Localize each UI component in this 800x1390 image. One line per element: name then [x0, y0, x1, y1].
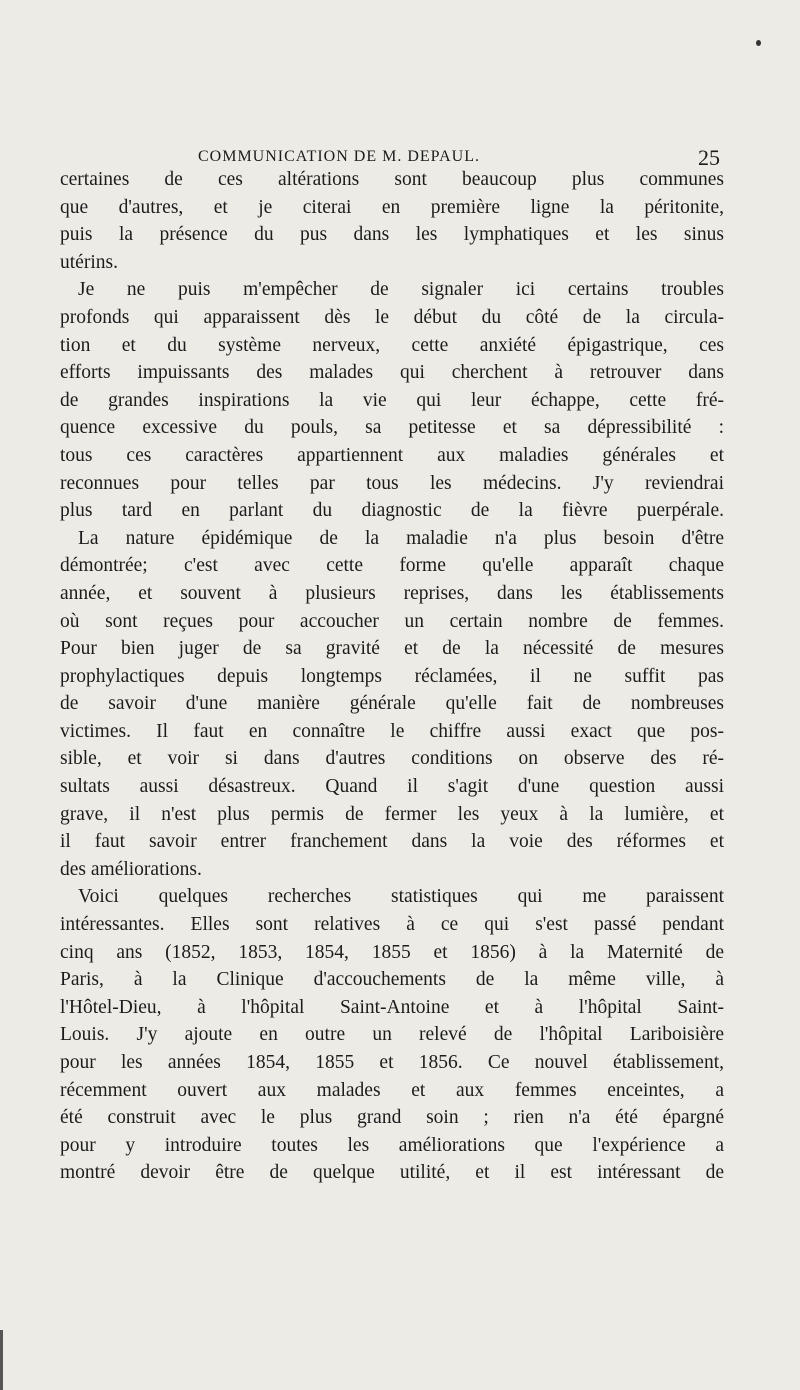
text-line: pour les années 1854, 1855 et 1856. Ce nouvel établissement,: [60, 1052, 724, 1073]
text-line: montré devoir être de quelque utilité, et il est intéressant de: [60, 1162, 724, 1184]
text-line: victimes. Il faut en connaître le chiffre aussi exact que pos-: [60, 720, 724, 742]
text-line: récemment ouvert aux malades et aux femmes enceintes, a: [60, 1079, 724, 1101]
text-line: prophylactiques depuis longtemps réclamées, il ne suffit pas: [60, 665, 724, 687]
text-line: reconnues pour telles par tous les médecins. J'y reviendrai: [60, 472, 724, 494]
text-line: des améliorations.: [60, 858, 202, 880]
text-line: Pour bien juger de sa gravité et de la nécessité de mesures: [60, 638, 724, 660]
text-line: tous ces caractères appartiennent aux maladies générales et: [60, 444, 724, 466]
text-line: été construit avec le plus grand soin ; rien n'a été épargné: [60, 1107, 724, 1129]
text-line: puis la présence du pus dans les lymphatiques et les sinus: [60, 224, 724, 246]
body-text: [60, 166, 724, 1187]
text-line: plus tard en parlant du diagnostic de la fièvre puerpérale.: [60, 500, 724, 522]
text-line: l'Hôtel-Dieu, à l'hôpital Saint-Antoine et à l'hôpital Saint-: [60, 996, 724, 1018]
text-line: démontrée; c'est avec cette forme qu'elle apparaît chaque: [60, 555, 724, 577]
text-line: année, et souvent à plusieurs reprises, dans les établissements: [60, 582, 724, 604]
text-line: quence excessive du pouls, sa petitesse et sa dépressibilité :: [60, 417, 724, 439]
page-number: 25: [698, 145, 720, 170]
text-line: pour y introduire toutes les améliorations que l'expérience a: [60, 1134, 724, 1156]
text-line: Paris, à la Clinique d'accouchements de la même ville, à: [60, 969, 724, 991]
text-line: de grandes inspirations la vie qui leur échappe, cette fré-: [60, 389, 724, 411]
text-line: La nature épidémique de la maladie n'a plus besoin d'être: [78, 527, 724, 549]
text-line: où sont reçues pour accoucher un certain nombre de femmes.: [60, 610, 724, 632]
text-line: il faut savoir entrer franchement dans la voie des réformes et: [60, 831, 724, 853]
text-line: Voici quelques recherches statistiques qui me paraissent: [78, 886, 724, 908]
running-head: COMMUNICATION DE M. DEPAUL.: [198, 148, 480, 165]
text-line: de savoir d'une manière générale qu'elle fait de nombreuses: [60, 693, 724, 715]
text-line: tion et du système nerveux, cette anxiété épigastrique, ces: [60, 334, 724, 356]
text-line: cinq ans (1852, 1853, 1854, 1855 et 1856) à la Maternité de: [60, 941, 724, 963]
text-line: grave, il n'est plus permis de fermer les yeux à la lumière, et: [60, 803, 724, 825]
text-line: profonds qui apparaissent dès le début du côté de la circula-: [60, 306, 724, 328]
ink-speck: [756, 40, 761, 46]
text-line: sible, et voir si dans d'autres conditions on observe des ré-: [60, 748, 724, 770]
text-line: Louis. J'y ajoute en outre un relevé de l'hôpital Lariboisière: [60, 1024, 724, 1046]
text-line: intéressantes. Elles sont relatives à ce qui s'est passé pendant: [60, 914, 724, 936]
text-line: efforts impuissants des malades qui cherchent à retrouver dans: [60, 362, 724, 384]
page-edge-shadow: [0, 1330, 3, 1390]
text-line: utérins.: [60, 251, 118, 273]
text-line: certaines de ces altérations sont beaucoup plus communes: [60, 169, 724, 190]
text-line: Je ne puis m'empêcher de signaler ici certains troubles: [78, 279, 724, 301]
text-line: sultats aussi désastreux. Quand il s'agit d'une question aussi: [60, 776, 724, 798]
text-line: que d'autres, et je citerai en première ligne la péritonite,: [60, 196, 724, 218]
